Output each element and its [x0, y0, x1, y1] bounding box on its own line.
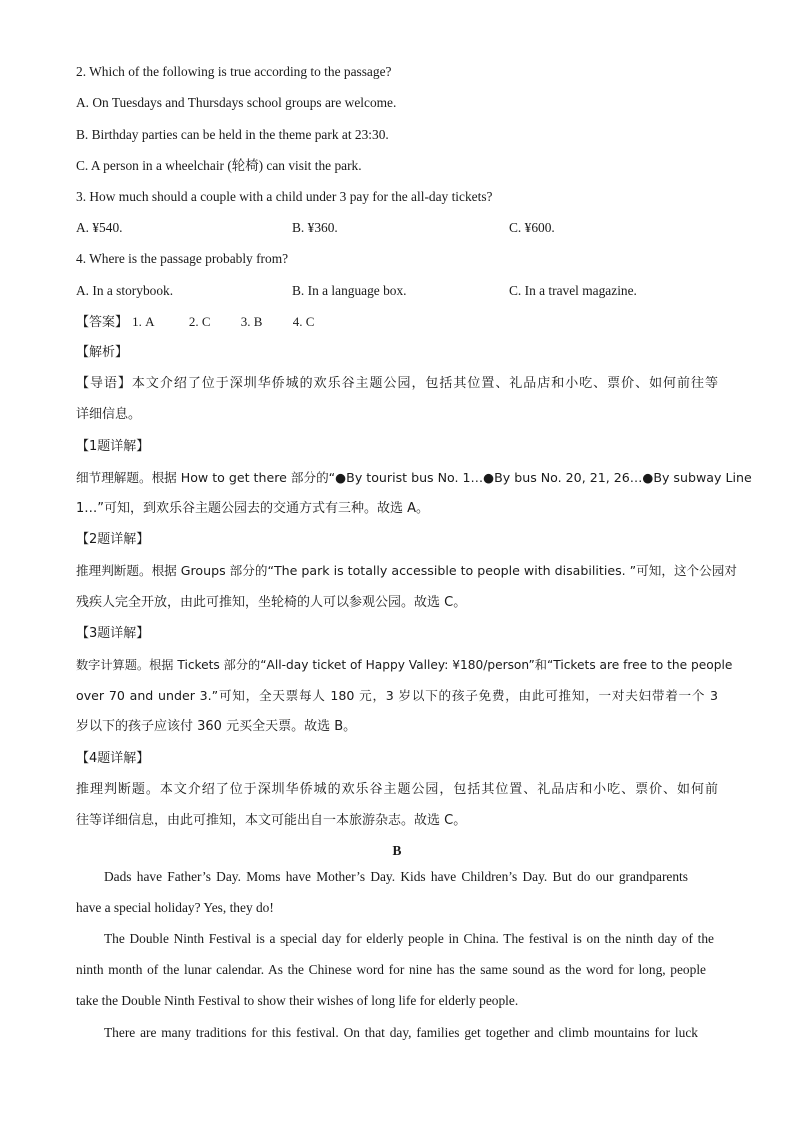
passage-line: take the Double Ninth Festival to show their wishes of long life for elderly people. — [76, 993, 519, 1008]
question-3-option-b: B. ¥360. — [292, 220, 338, 235]
question-3-option-c: C. ¥600. — [509, 220, 555, 235]
detail-4-line: 推理判断题。本文介绍了位于深圳华侨城的欢乐谷主题公园，包括其位置、礼品店和小吃、票价、如何前 — [76, 782, 718, 797]
answer-line — [76, 313, 314, 332]
detail-1-title: 【1题详解】 — [76, 439, 150, 454]
answer-item: 3. B — [240, 314, 263, 329]
passage-line: Dads have Father’s Day. Moms have Mother’s Day. Kids have Children’s Day. But do our grandparents — [104, 869, 688, 884]
question-3: 3. How much should a couple with a child under 3 pay for the all-day tickets? — [76, 189, 493, 204]
answer-label: 【答案】 — [76, 315, 129, 330]
question-4-option-a: A. In a storybook. — [76, 283, 174, 298]
intro-line: 【导语】本文介绍了位于深圳华侨城的欢乐谷主题公园，包括其位置、礼品店和小吃、票价、如何前往等 — [76, 376, 718, 391]
detail-1-line: 细节理解题。根据 How to get there 部分的“●By tourist bus No. 1…●By bus No. 20, 21, 26…●By subway Line — [76, 470, 752, 485]
passage-line: The Double Ninth Festival is a special day for elderly people in China. The festival is on the ninth day of the — [104, 931, 714, 946]
intro-line: 详细信息。 — [76, 407, 142, 422]
detail-3-line: 岁以下的孩子应该付 360 元买全天票。故选 B。 — [76, 719, 357, 734]
question-2-option-c: C. A person in a wheelchair (轮椅) can visit the park. — [76, 158, 362, 173]
question-4-option-c: C. In a travel magazine. — [509, 283, 637, 298]
answer-item: 1. A — [132, 314, 155, 329]
detail-3-line: over 70 and under 3.”可知，全天票每人 180 元，3 岁以下的孩子免费，由此可推知，一对夫妇带着一个 3 — [76, 688, 718, 703]
detail-4-line: 往等详细信息，由此可推知，本文可能出自一本旅游杂志。故选 C。 — [76, 813, 467, 828]
detail-2-line: 残疾人完全开放，由此可推知，坐轮椅的人可以参观公园。故选 C。 — [76, 595, 467, 610]
question-4-option-b: B. In a language box. — [292, 283, 407, 298]
detail-1-line: 1…”可知，到欢乐谷主题公园去的交通方式有三种。故选 A。 — [76, 501, 430, 516]
passage-line: ninth month of the lunar calendar. As the Chinese word for nine has the same sound as the word for long, people — [76, 962, 706, 977]
passage-line: have a special holiday? Yes, they do! — [76, 900, 274, 915]
detail-2-line: 推理判断题。根据 Groups 部分的“The park is totally accessible to people with disabilities. ”可知，这个公园对 — [76, 563, 737, 578]
question-2-option-a: A. On Tuesdays and Thursdays school groups are welcome. — [76, 95, 397, 110]
detail-2-title: 【2题详解】 — [76, 532, 150, 547]
section-heading: B — [392, 843, 402, 858]
question-4: 4. Where is the passage probably from? — [76, 251, 289, 266]
question-2-option-b: B. Birthday parties can be held in the theme park at 23:30. — [76, 127, 389, 142]
passage-line: There are many traditions for this festival. On that day, families get together and climb mountains for luck — [104, 1025, 698, 1040]
answer-item: 4. C — [292, 314, 315, 329]
detail-3-title: 【3题详解】 — [76, 626, 150, 641]
analysis-label: 【解析】 — [76, 345, 129, 360]
question-2: 2. Which of the following is true according to the passage? — [76, 64, 392, 79]
detail-3-line: 数字计算题。根据 Tickets 部分的“All-day ticket of Happy Valley: ¥180/person”和“Tickets are free to the people — [76, 658, 733, 672]
question-3-option-a: A. ¥540. — [76, 220, 123, 235]
answer-item: 2. C — [188, 314, 211, 329]
detail-4-title: 【4题详解】 — [76, 751, 150, 766]
